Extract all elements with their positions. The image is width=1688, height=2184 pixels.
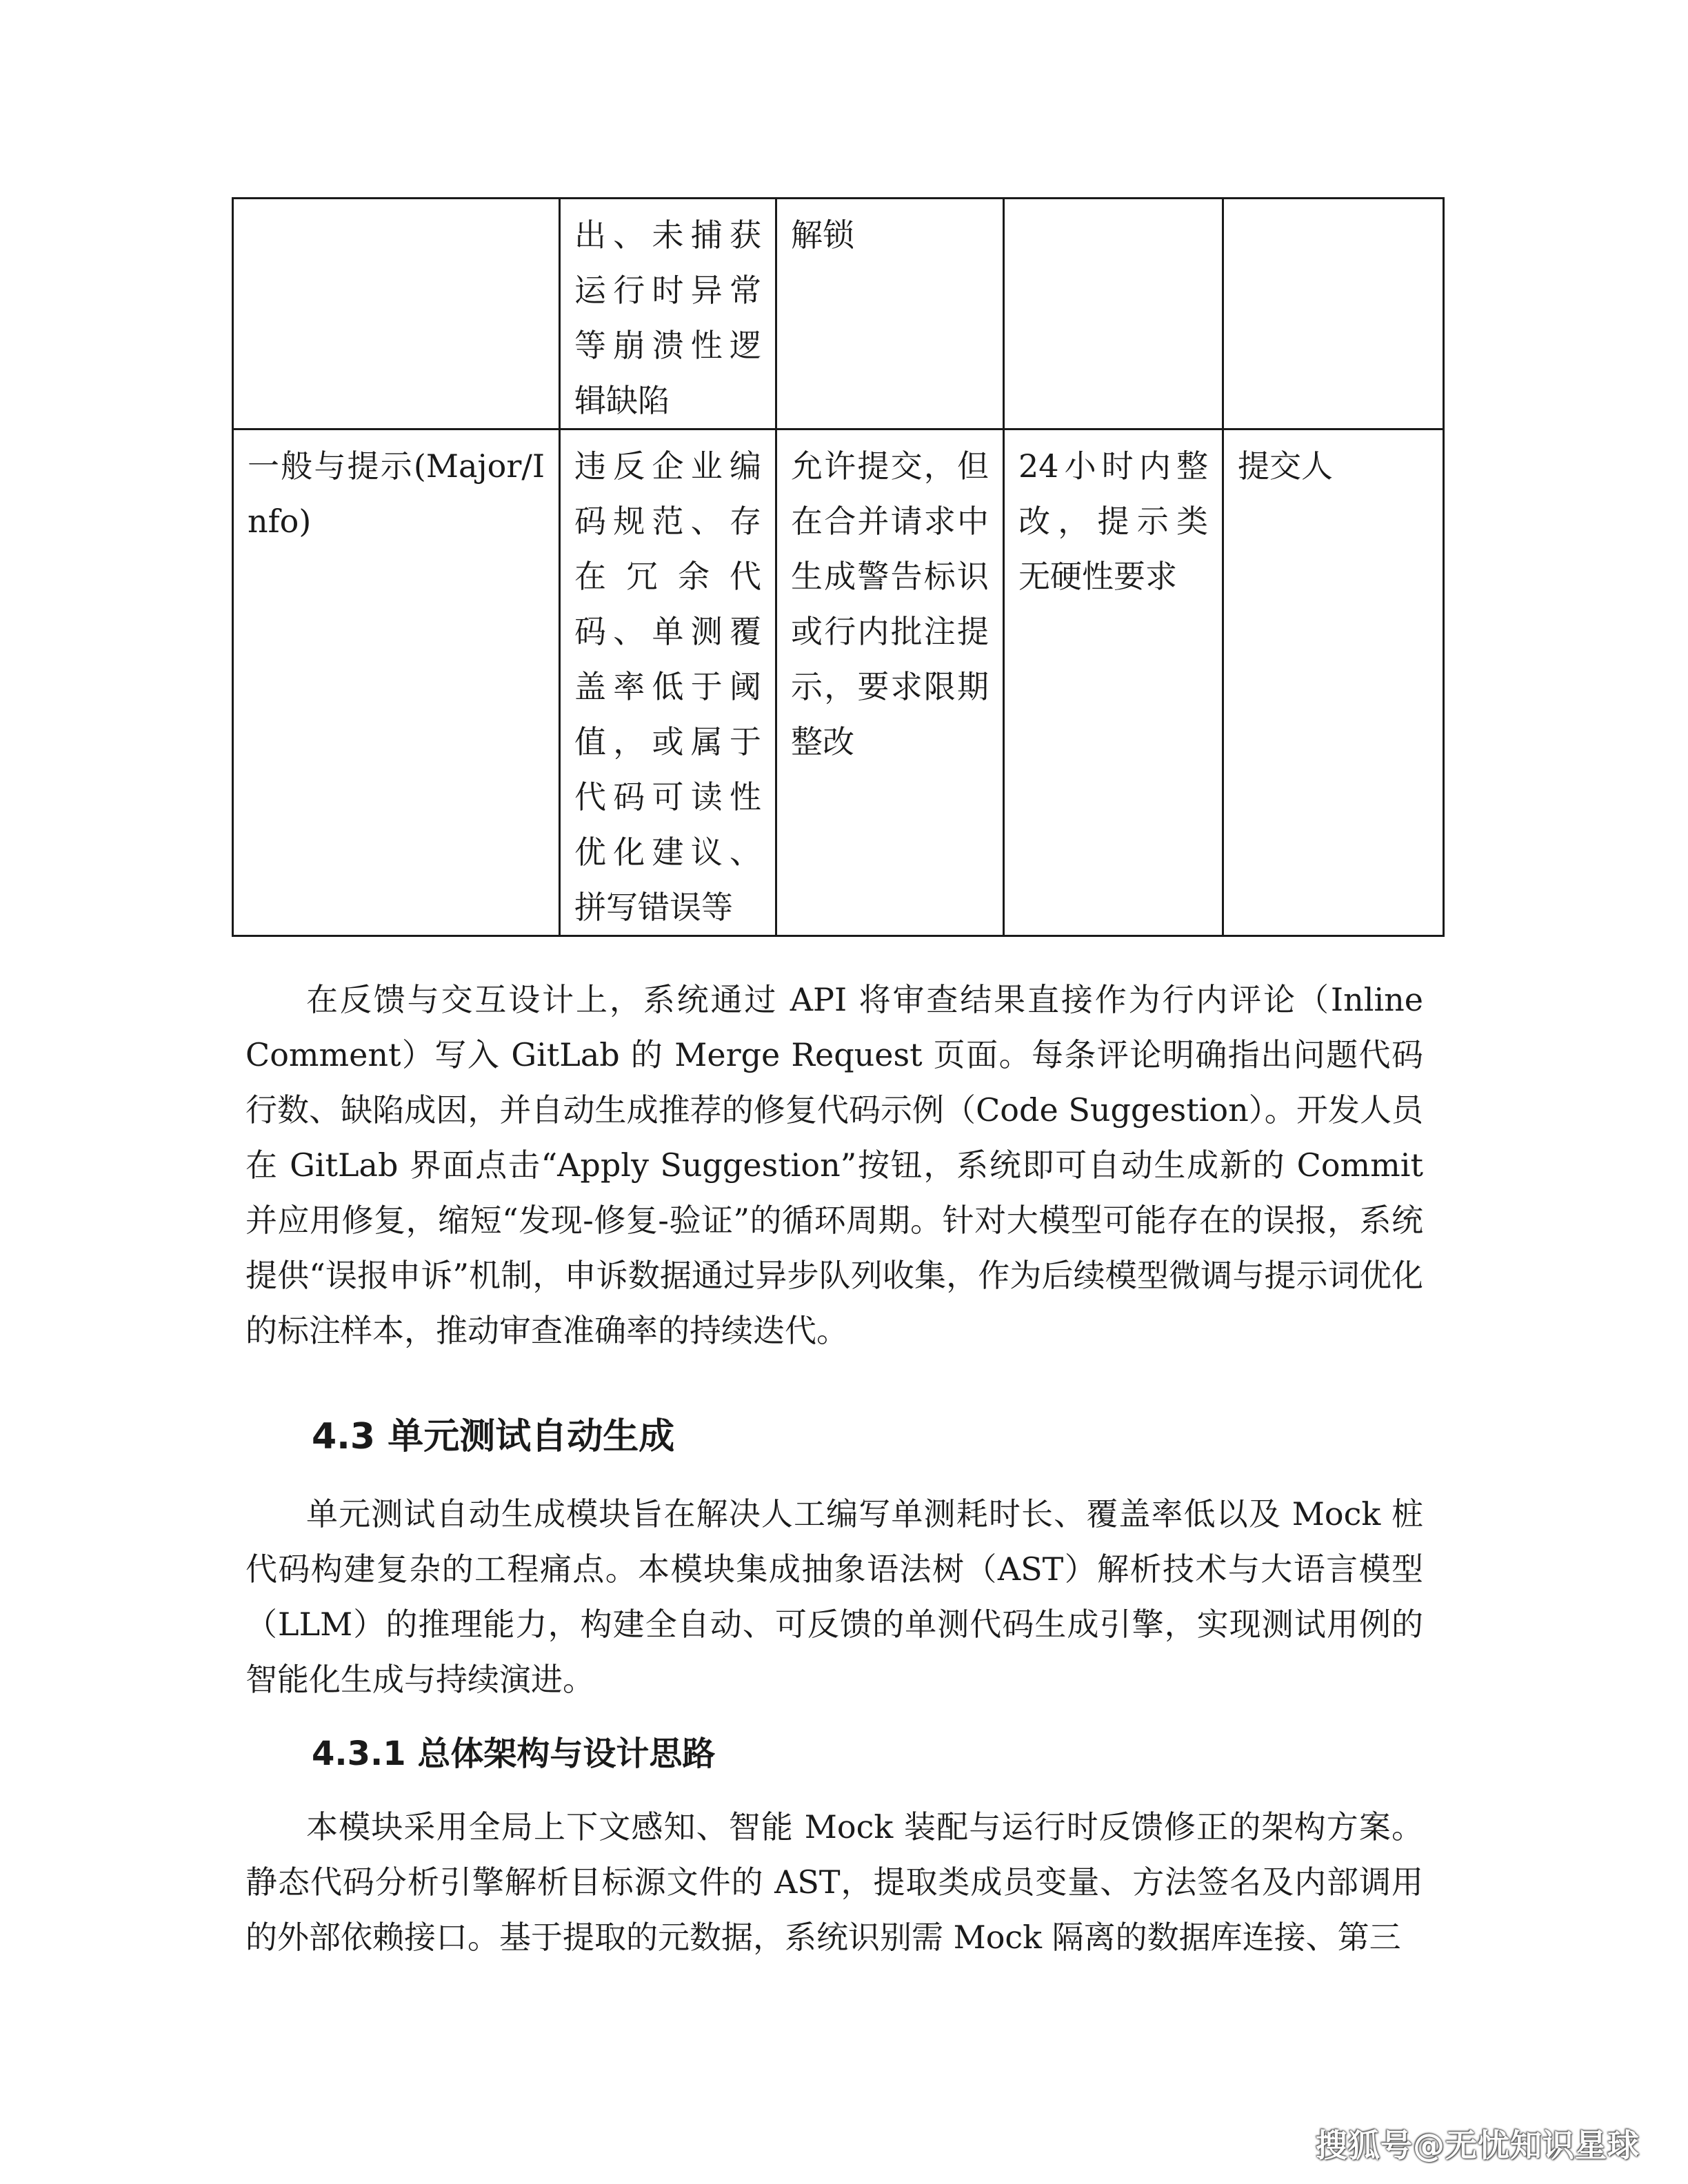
paragraph-unit-test-intro: 单元测试自动生成模块旨在解决人工编写单测耗时长、覆盖率低以及 Mock 桩代码构建复杂的工程痛点。本模块集成抽象语法树（AST）解析技术与大语言模型（LLM）的推理能力，构建全自动、可反馈的单测代码生成引擎，实现测试用例的智能化生成与持续演进。 [245, 1495, 1423, 1698]
table-cell-description: 出、未捕获运行时异常等崩溃性逻辑缺陷 [560, 199, 776, 429]
paragraph-architecture: 本模块采用全局上下文感知、智能 Mock 装配与运行时反馈修正的架构方案。静态代码分析引擎解析目标源文件的 AST，提取类成员变量、方法签名及内部调用的外部依赖接口。基于提取的元数据，系统识别需 Mock 隔离的数据库连接、第三 [245, 1808, 1423, 1956]
table-row [233, 199, 1444, 429]
table-row [233, 429, 1444, 936]
severity-table [232, 197, 1445, 937]
paragraph-feedback-design: 在反馈与交互设计上，系统通过 API 将审查结果直接作为行内评论（Inline Comment）写入 GitLab 的 Merge Request 页面。每条评论明确指出问题代码行数、缺陷成因，并自动生成推荐的修复代码示例（Code Suggestion）。开发人员在 GitLab 界面点击“Apply Suggestion”按钮，系统即可自动生成新的 Commit 并应用修复，缩短“发现-修复-验证”的循环周期。针对大模型可能存在的误报，系统提供“误报申诉”机制，申诉数据通过异步队列收集，作为后续模型微调与提示词优化的标注样本，推动审查准确率的持续迭代。 [245, 981, 1423, 1349]
table-cell-deadline [1004, 199, 1223, 429]
section-heading-4-3-1: 4.3.1 总体架构与设计思路 [312, 1735, 716, 1773]
table-cell-action: 解锁 [776, 199, 1004, 429]
table-cell-description: 违反企业编码规范、存在冗余代码、单测覆盖率低于阈值，或属于代码可读性优化建议、拼写错误等 [560, 429, 776, 936]
table-cell-level [233, 199, 560, 429]
table-cell-owner: 提交人 [1223, 429, 1444, 936]
source-watermark: 搜狐号@无忧知识星球 [1316, 2127, 1640, 2164]
table-cell-deadline: 24小时内整改，提示类无硬性要求 [1004, 429, 1223, 936]
table-cell-level: 一般与提示(Major/Info) [233, 429, 560, 936]
section-heading-4-3: 4.3 单元测试自动生成 [312, 1416, 675, 1457]
table-cell-owner [1223, 199, 1444, 429]
table-cell-action: 允许提交，但在合并请求中生成警告标识或行内批注提示，要求限期整改 [776, 429, 1004, 936]
